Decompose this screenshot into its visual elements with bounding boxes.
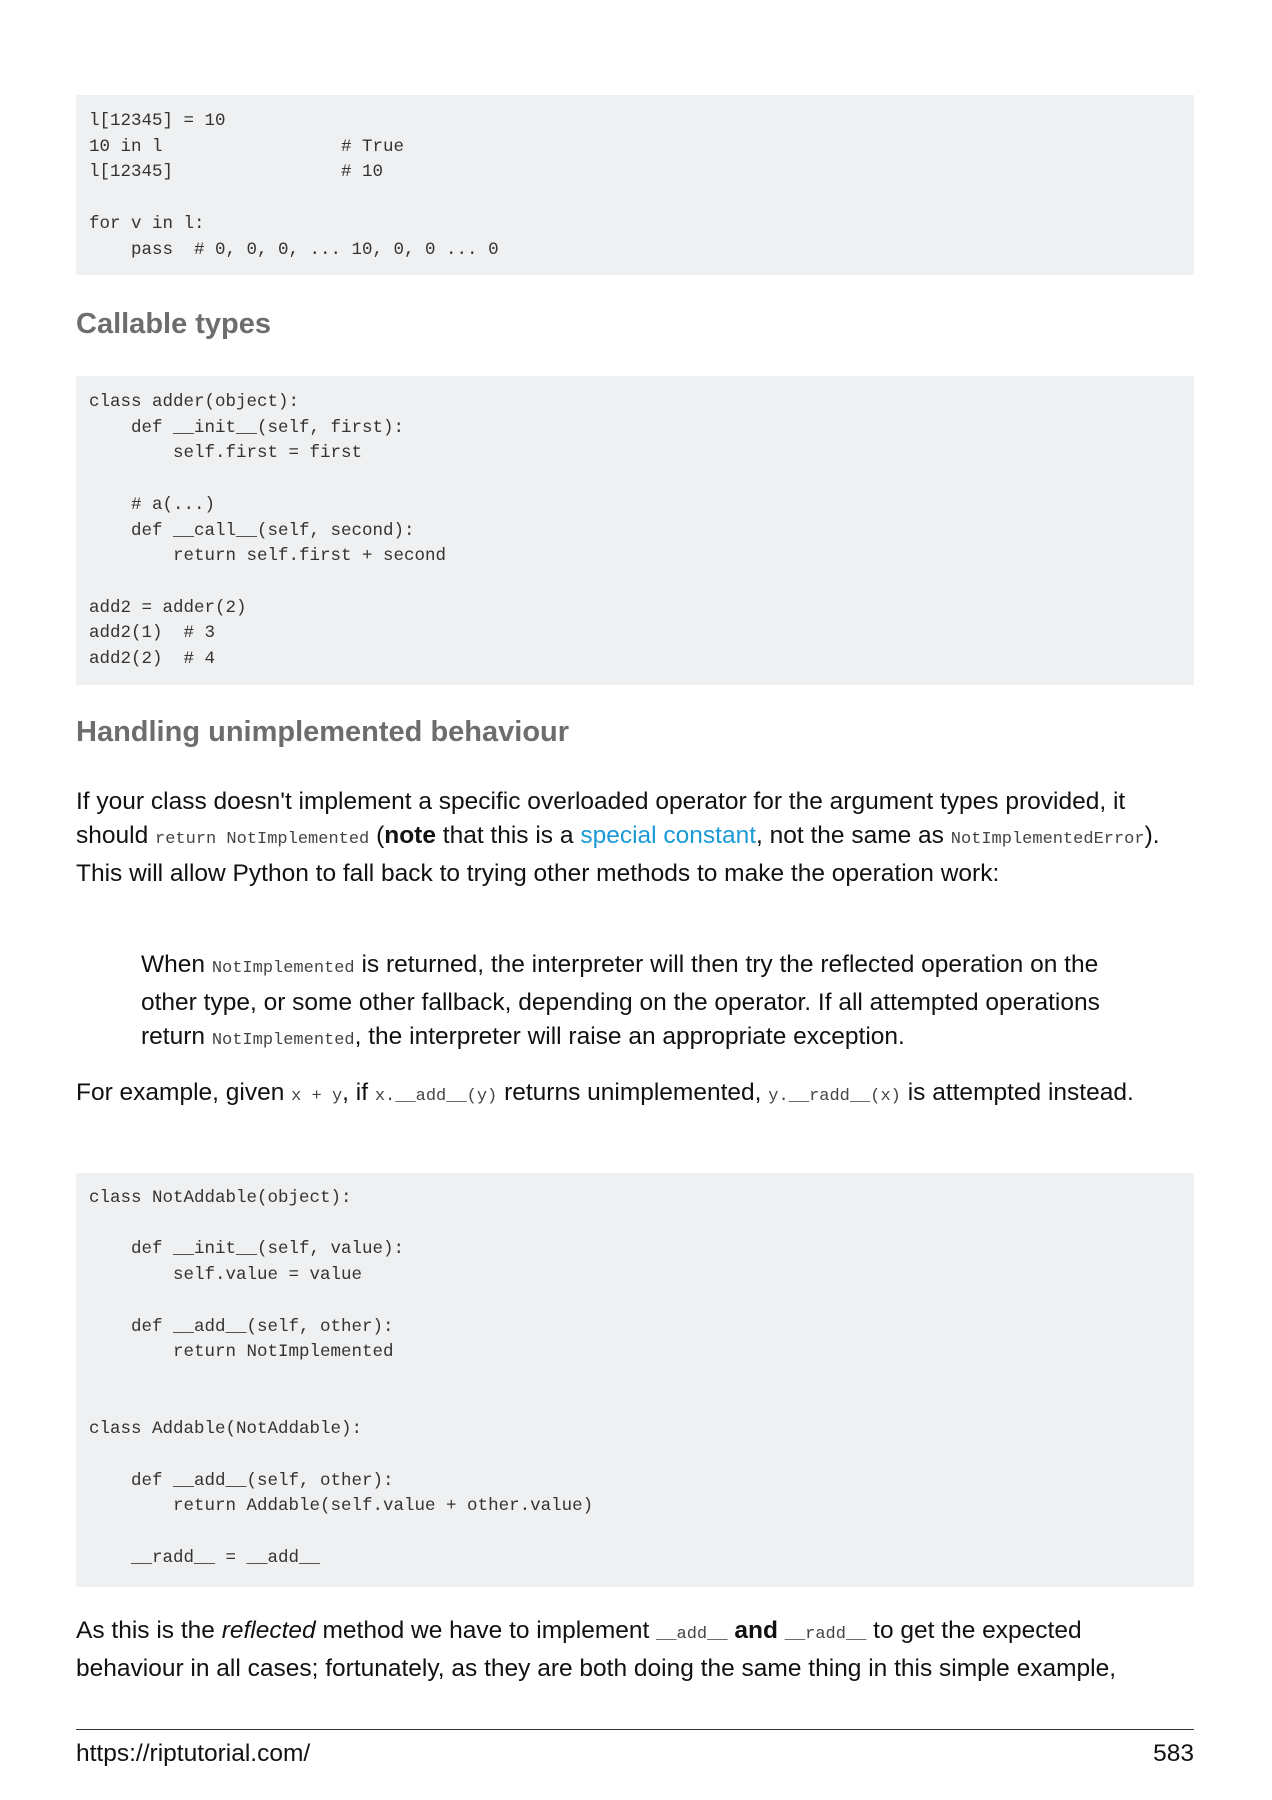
code-text: class adder(object): def __init__(self, first): self.first = first # a(...) def __call__(self, second): return self.first + second add2 = adder(2) add2(1) # 3 add2(2) # 4 [89,392,447,670]
paragraph-reflected: As this is the reflected method we have to implement __add__ and __radd__ to get the expected behaviour in all cases; fortunately, as they are both doing the same thing in this simple example, [76,1617,1117,1682]
bold-note: note [384,822,436,849]
inline-code: __radd__ [784,1625,867,1644]
code-block-addable [76,1173,1194,1587]
inline-code: y.__radd__(x) [768,1087,901,1106]
code-block-list-assign [76,95,1194,275]
blockquote: When NotImplemented is returned, the interpreter will then try the reflected operation on the other type, or some other fallback, depending on the operator. If all attempted operations return NotImplemented, the interpreter will raise an appropriate exception. [141,951,1100,1050]
paragraph-example: For example, given x + y, if x.__add__(y) returns unimplemented, y.__radd__(x) is attempted instead. [76,1079,1134,1106]
code-text: l[12345] = 10 10 in l # True l[12345] # 10 for v in l: pass # 0, 0, 0, ... 10, 0, 0 ... 0 [89,111,499,260]
inline-code: NotImplemented [211,959,355,978]
heading-callable-types: Callable types [76,308,272,340]
page-number: 583 [1153,1740,1194,1767]
bold-and: and [734,1617,778,1644]
document-page [76,0,1194,1800]
inline-code: NotImplemented [211,1031,355,1050]
footer-url[interactable]: https://riptutorial.com/ [76,1740,311,1767]
inline-code: x.__add__(y) [374,1087,498,1106]
inline-code: __add__ [656,1625,728,1644]
inline-code: x + y [291,1087,343,1106]
footer-divider [76,1729,1194,1730]
code-text: class NotAddable(object): def __init__(self, value): self.value = value def __add__(self, other): return NotImplemented class Addable(NotAddable): def __add__(self, other): return Addable(self.value + other.value) __radd__ = __add__ [89,1188,594,1568]
special-constant-link[interactable]: special constant [580,822,756,849]
heading-unimplemented-behaviour: Handling unimplemented behaviour [76,716,570,748]
inline-code: NotImplementedError [950,830,1145,849]
emphasis-reflected: reflected [221,1617,316,1644]
paragraph-intro: If your class doesn't implement a specific overloaded operator for the argument types provided, it should return NotImplemented (note that this is a special constant, not the same as NotImplementedError). This will allow Python to fall back to trying other methods to make the operation work: [76,788,1160,887]
code-block-adder [76,376,1194,685]
inline-code: return NotImplemented [155,830,370,849]
